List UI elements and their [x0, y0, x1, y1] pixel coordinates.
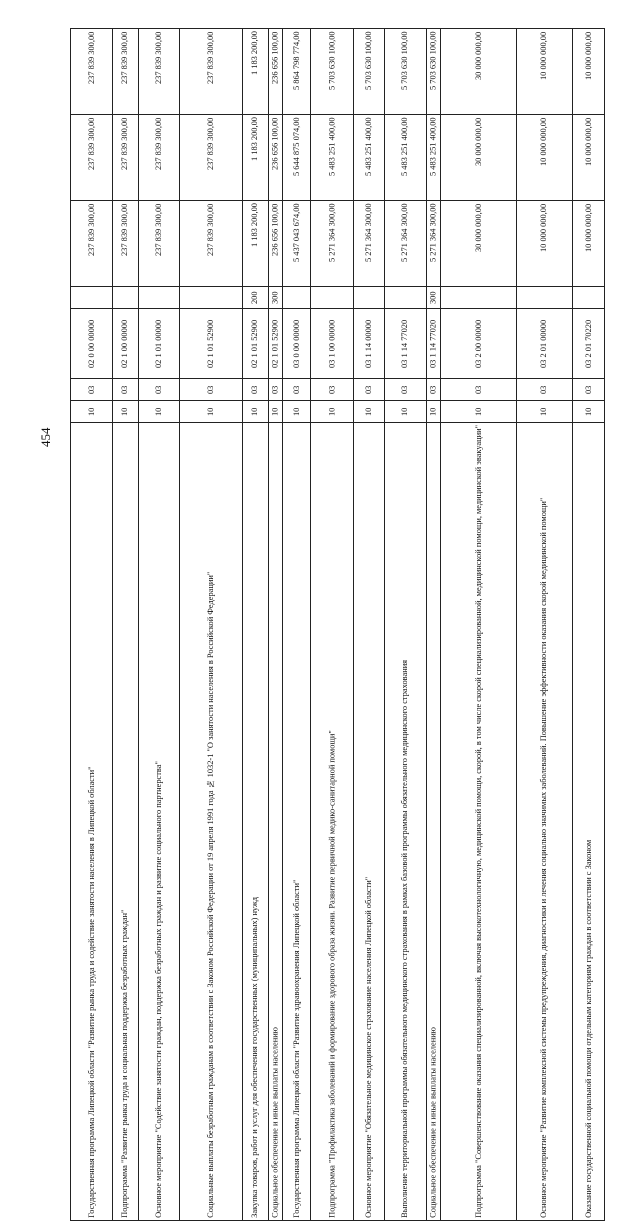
- cell-vr: 300: [426, 287, 441, 309]
- cell-csr: 03 1 14 77020: [426, 309, 441, 379]
- field-band-vr: [71, 287, 605, 309]
- cell-name: Государственная программа Липецкой области "Развитие здравоохранения Липецкой области": [283, 423, 311, 1221]
- cell-sum-2023: 237 839 300,00: [71, 115, 113, 201]
- cell-podrazdel: 03: [426, 379, 441, 401]
- cell-vr: 200: [242, 287, 268, 309]
- cell-vr: [573, 287, 605, 309]
- cell-csr: 03 1 14 77020: [384, 309, 426, 379]
- cell-csr: 03 1 14 00000: [354, 309, 384, 379]
- cell-sum-2024: 5 703 630 100,00: [311, 29, 354, 115]
- cell-name: Выполнение территориальной программы обязательного медицинского страхования в рамках базовой программы обязательного медицинского страхования: [384, 423, 426, 1221]
- cell-razdel: 10: [283, 401, 311, 423]
- cell-vr: [441, 287, 517, 309]
- cell-csr: 02 1 01 52900: [268, 309, 283, 379]
- cell-podrazdel: 03: [384, 379, 426, 401]
- cell-sum-2023: 237 839 300,00: [138, 115, 180, 201]
- cell-sum-2023: 5 483 251 400,00: [311, 115, 354, 201]
- cell-name: Оказание государственной социальной помощи отдельным категориям граждан в соответствии с Законом: [573, 423, 605, 1221]
- cell-sum-2022: 1 183 200,00: [242, 201, 268, 287]
- cell-sum-2024: 236 656 100,00: [268, 29, 283, 115]
- cell-sum-2022: 237 839 300,00: [138, 201, 180, 287]
- cell-name: Социальные выплаты безработным гражданам в соответствии с Законом Российской Федерации от 19 апреля 1991 года № 1032-1 "О занятости населения в Российской Федерации": [180, 423, 242, 1221]
- cell-sum-2024: 10 000 000,00: [573, 29, 605, 115]
- cell-sum-2022: 237 839 300,00: [180, 201, 242, 287]
- field-band-sum3: [71, 29, 605, 115]
- cell-razdel: 10: [268, 401, 283, 423]
- cell-vr: [384, 287, 426, 309]
- cell-vr: [283, 287, 311, 309]
- cell-sum-2024: 5 703 630 100,00: [354, 29, 384, 115]
- cell-razdel: 10: [573, 401, 605, 423]
- cell-sum-2024: 5 703 630 100,00: [426, 29, 441, 115]
- cell-razdel: 10: [71, 401, 113, 423]
- cell-podrazdel: 03: [180, 379, 242, 401]
- cell-csr: 02 1 01 00000: [138, 309, 180, 379]
- cell-vr: [516, 287, 572, 309]
- cell-sum-2023: 5 483 251 400,00: [354, 115, 384, 201]
- cell-sum-2022: 5 271 364 300,00: [311, 201, 354, 287]
- cell-podrazdel: 03: [311, 379, 354, 401]
- cell-sum-2023: 5 483 251 400,00: [384, 115, 426, 201]
- cell-name: Социальное обеспечение и иные выплаты населению: [268, 423, 283, 1221]
- cell-vr: [138, 287, 180, 309]
- cell-sum-2023: 5 644 875 074,00: [283, 115, 311, 201]
- cell-csr: 02 1 01 52900: [242, 309, 268, 379]
- cell-name: Подпрограмма "Совершенствование оказания специализированной, включая высокотехнологичную, медицинской помощи, скорой, в том числе скорой специализированной, медицинской помощи, медицинской эвакуации": [441, 423, 517, 1221]
- cell-sum-2022: 237 839 300,00: [71, 201, 113, 287]
- cell-razdel: 10: [516, 401, 572, 423]
- cell-podrazdel: 03: [138, 379, 180, 401]
- cell-sum-2024: 5 703 630 100,00: [384, 29, 426, 115]
- field-band-sum2: [71, 115, 605, 201]
- budget-table: [70, 28, 605, 1221]
- cell-sum-2022: 5 437 043 674,00: [283, 201, 311, 287]
- field-band-sum1: [71, 201, 605, 287]
- cell-name: Основное мероприятие "Развитие комплексной системы предупреждения, диагностики и лечения социально значимых заболеваний. Повышение эффективности оказания скорой медицинской помощи": [516, 423, 572, 1221]
- cell-sum-2023: 236 656 100,00: [268, 115, 283, 201]
- cell-razdel: 10: [112, 401, 138, 423]
- cell-sum-2023: 237 839 300,00: [180, 115, 242, 201]
- cell-csr: 02 0 00 00000: [71, 309, 113, 379]
- cell-sum-2023: 237 839 300,00: [112, 115, 138, 201]
- cell-vr: [71, 287, 113, 309]
- cell-vr: [112, 287, 138, 309]
- cell-name: Основное мероприятие "Обязательное медицинское страхование населения Липецкой области": [354, 423, 384, 1221]
- cell-sum-2024: 237 839 300,00: [138, 29, 180, 115]
- cell-podrazdel: 03: [573, 379, 605, 401]
- cell-sum-2023: 30 000 000,00: [441, 115, 517, 201]
- cell-podrazdel: 03: [268, 379, 283, 401]
- cell-razdel: 10: [180, 401, 242, 423]
- field-band-name: [71, 423, 605, 1221]
- cell-name: Основное мероприятие "Содействие занятости граждан, поддержка безработных граждан и развитие социального партнерства": [138, 423, 180, 1221]
- cell-vr: 300: [268, 287, 283, 309]
- cell-csr: 03 0 00 00000: [283, 309, 311, 379]
- cell-sum-2022: 30 000 000,00: [441, 201, 517, 287]
- cell-razdel: 10: [426, 401, 441, 423]
- cell-sum-2022: 5 271 364 300,00: [384, 201, 426, 287]
- cell-podrazdel: 03: [242, 379, 268, 401]
- cell-sum-2024: 5 864 798 774,00: [283, 29, 311, 115]
- cell-vr: [311, 287, 354, 309]
- field-band-csr: [71, 309, 605, 379]
- field-band-podrazdel: [71, 379, 605, 401]
- cell-sum-2022: 5 271 364 300,00: [354, 201, 384, 287]
- cell-sum-2024: 30 000 000,00: [441, 29, 517, 115]
- cell-csr: 02 1 00 00000: [112, 309, 138, 379]
- cell-razdel: 10: [354, 401, 384, 423]
- cell-sum-2024: 10 000 000,00: [516, 29, 572, 115]
- cell-name: Закупка товаров, работ и услуг для обеспечения государственных (муниципальных) нужд: [242, 423, 268, 1221]
- page-number: 454: [38, 427, 53, 447]
- cell-sum-2024: 237 839 300,00: [71, 29, 113, 115]
- cell-name: Подпрограмма "Развитие рынка труда и социальная поддержка безработных граждан": [112, 423, 138, 1221]
- cell-name: Социальное обеспечение и иные выплаты населению: [426, 423, 441, 1221]
- cell-razdel: 10: [441, 401, 517, 423]
- cell-sum-2024: 237 839 300,00: [180, 29, 242, 115]
- cell-csr: 03 2 00 00000: [441, 309, 517, 379]
- cell-podrazdel: 03: [283, 379, 311, 401]
- cell-sum-2023: 10 000 000,00: [573, 115, 605, 201]
- cell-sum-2024: 1 183 200,00: [242, 29, 268, 115]
- cell-name: Государственная программа Липецкой области "Развитие рынка труда и содействие занятости населения в Липецкой области": [71, 423, 113, 1221]
- cell-podrazdel: 03: [516, 379, 572, 401]
- cell-razdel: 10: [384, 401, 426, 423]
- cell-podrazdel: 03: [441, 379, 517, 401]
- cell-razdel: 10: [242, 401, 268, 423]
- cell-csr: 03 1 00 00000: [311, 309, 354, 379]
- cell-sum-2024: 237 839 300,00: [112, 29, 138, 115]
- cell-sum-2022: 5 271 364 300,00: [426, 201, 441, 287]
- cell-csr: 02 1 01 52900: [180, 309, 242, 379]
- cell-sum-2022: 10 000 000,00: [573, 201, 605, 287]
- cell-podrazdel: 03: [71, 379, 113, 401]
- cell-csr: 03 2 01 70220: [573, 309, 605, 379]
- cell-podrazdel: 03: [112, 379, 138, 401]
- cell-podrazdel: 03: [354, 379, 384, 401]
- budget-table-rotated: [70, 28, 605, 1218]
- cell-sum-2023: 5 483 251 400,00: [426, 115, 441, 201]
- cell-razdel: 10: [311, 401, 354, 423]
- field-band-razdel: [71, 401, 605, 423]
- cell-vr: [354, 287, 384, 309]
- cell-sum-2022: 10 000 000,00: [516, 201, 572, 287]
- cell-name: Подпрограмма "Профилактика заболеваний и формирование здорового образа жизни. Развитие первичной медико-санитарной помощи": [311, 423, 354, 1221]
- cell-csr: 03 2 01 00000: [516, 309, 572, 379]
- cell-sum-2022: 237 839 300,00: [112, 201, 138, 287]
- cell-vr: [180, 287, 242, 309]
- cell-razdel: 10: [138, 401, 180, 423]
- cell-sum-2023: 10 000 000,00: [516, 115, 572, 201]
- cell-sum-2023: 1 183 200,00: [242, 115, 268, 201]
- cell-sum-2022: 236 656 100,00: [268, 201, 283, 287]
